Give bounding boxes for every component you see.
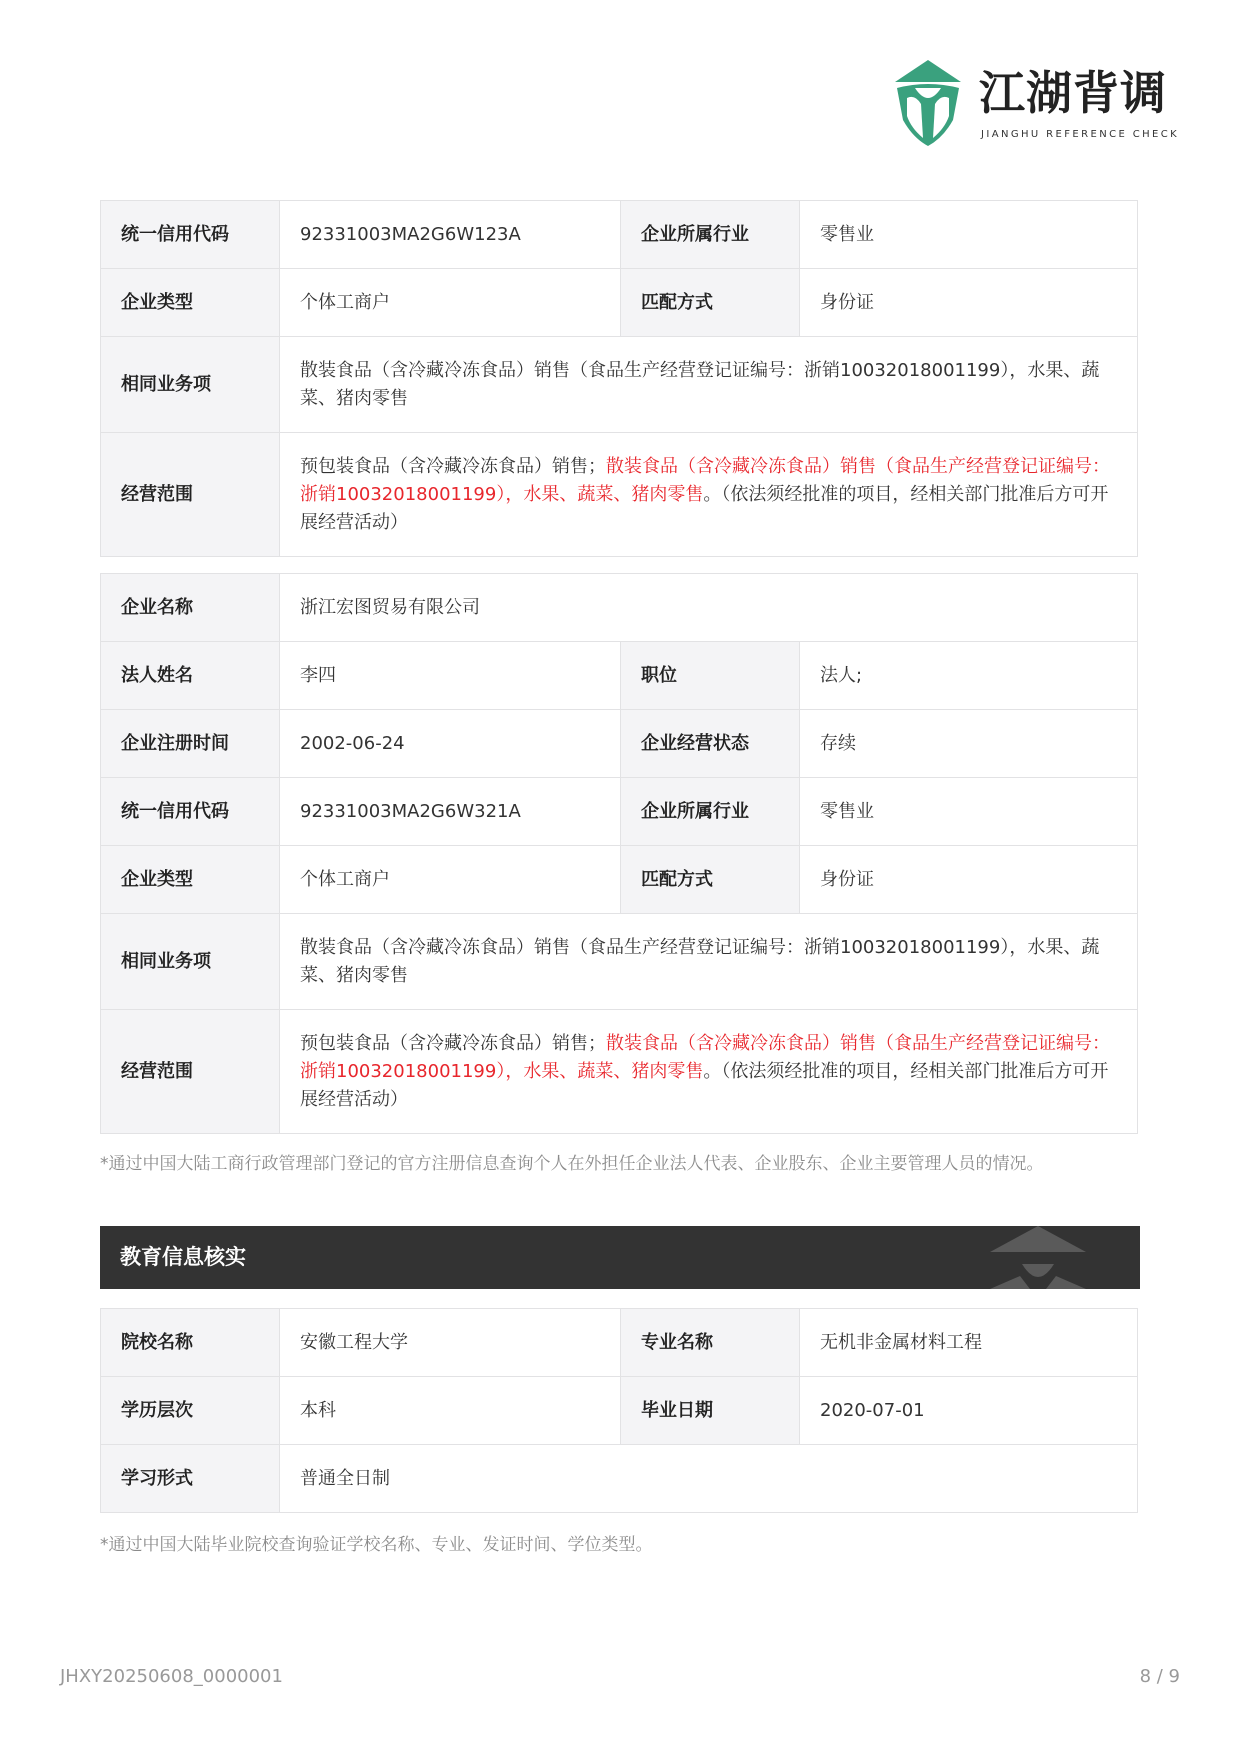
education-table [100, 1308, 1138, 1513]
school: 安徽工程大学 [280, 1309, 621, 1377]
education-footnote: *通过中国大陆毕业院校查询验证学校名称、专业、发证时间、学位类型。 [100, 1535, 653, 1555]
logo-mascot-icon [893, 58, 963, 158]
company-type: 个体工商户 [280, 269, 621, 337]
label: 企业类型 [101, 846, 280, 914]
match-method: 身份证 [800, 846, 1138, 914]
label: 相同业务项 [101, 337, 280, 433]
label: 企业所属行业 [621, 201, 800, 269]
business-footnote: *通过中国大陆工商行政管理部门登记的官方注册信息查询个人在外担任企业法人代表、企业股东、企业主要管理人员的情况。 [100, 1154, 1044, 1174]
industry: 零售业 [800, 778, 1138, 846]
label: 专业名称 [621, 1309, 800, 1377]
credit-code: 92331003MA2G6W123A [280, 201, 621, 269]
logo-subtitle: JIANGHU REFERENCE CHECK [981, 129, 1180, 140]
label: 企业所属行业 [621, 778, 800, 846]
study-form: 普通全日制 [280, 1445, 1138, 1513]
company-table-2 [100, 573, 1138, 1134]
company-table-1 [100, 200, 1138, 557]
content [100, 200, 1140, 1559]
page-number: 8 / 9 [1139, 1666, 1180, 1687]
label: 院校名称 [101, 1309, 280, 1377]
business-scope [280, 433, 1138, 557]
logo [893, 58, 1193, 162]
label: 匹配方式 [621, 269, 800, 337]
scope-highlight: 散装食品（含冷藏冷冻食品）销售（食品生产经营登记证编号：浙销10032018001199），水果、蔬菜、猪肉零售 [300, 455, 1110, 505]
position: 法人; [800, 642, 1138, 710]
label: 统一信用代码 [101, 778, 280, 846]
degree-level: 本科 [280, 1377, 621, 1445]
same-business: 散装食品（含冷藏冷冻食品）销售（食品生产经营登记证编号：浙销10032018001199），水果、蔬菜、猪肉零售 [280, 337, 1138, 433]
label: 匹配方式 [621, 846, 800, 914]
logo-brand: 江湖背调 [979, 66, 1167, 120]
business-scope [280, 1010, 1138, 1134]
industry: 零售业 [800, 201, 1138, 269]
section-title: 教育信息核实 [120, 1245, 246, 1269]
status: 存续 [800, 710, 1138, 778]
reg-date: 2002-06-24 [280, 710, 621, 778]
label: 企业名称 [101, 574, 280, 642]
major: 无机非金属材料工程 [800, 1309, 1138, 1377]
label: 法人姓名 [101, 642, 280, 710]
scope-highlight: 散装食品（含冷藏冷冻食品）销售（食品生产经营登记证编号：浙销10032018001199），水果、蔬菜、猪肉零售 [300, 1032, 1110, 1082]
same-business: 散装食品（含冷藏冷冻食品）销售（食品生产经营登记证编号：浙销10032018001199），水果、蔬菜、猪肉零售 [280, 914, 1138, 1010]
match-method: 身份证 [800, 269, 1138, 337]
label: 学历层次 [101, 1377, 280, 1445]
company-type: 个体工商户 [280, 846, 621, 914]
label: 企业注册时间 [101, 710, 280, 778]
mascot-silhouette-icon [980, 1226, 1100, 1289]
company-name: 浙江宏图贸易有限公司 [280, 574, 1138, 642]
scope-post: 。（依法须经批准的项目，经相关部门批准后方可开展经营活动） [300, 1060, 1109, 1110]
label: 毕业日期 [621, 1377, 800, 1445]
scope-post: 。（依法须经批准的项目，经相关部门批准后方可开展经营活动） [300, 483, 1109, 533]
education-section-header [100, 1226, 1140, 1289]
credit-code: 92331003MA2G6W321A [280, 778, 621, 846]
label: 统一信用代码 [101, 201, 280, 269]
legal-name: 李四 [280, 642, 621, 710]
label: 企业类型 [101, 269, 280, 337]
label: 学习形式 [101, 1445, 280, 1513]
graduation-date: 2020-07-01 [800, 1377, 1138, 1445]
scope-pre: 预包装食品（含冷藏冷冻食品）销售； [300, 1032, 606, 1054]
scope-pre: 预包装食品（含冷藏冷冻食品）销售； [300, 455, 606, 477]
label: 经营范围 [101, 1010, 280, 1134]
label: 职位 [621, 642, 800, 710]
label: 相同业务项 [101, 914, 280, 1010]
report-id: JHXY20250608_0000001 [60, 1666, 283, 1687]
label: 企业经营状态 [621, 710, 800, 778]
label: 经营范围 [101, 433, 280, 557]
